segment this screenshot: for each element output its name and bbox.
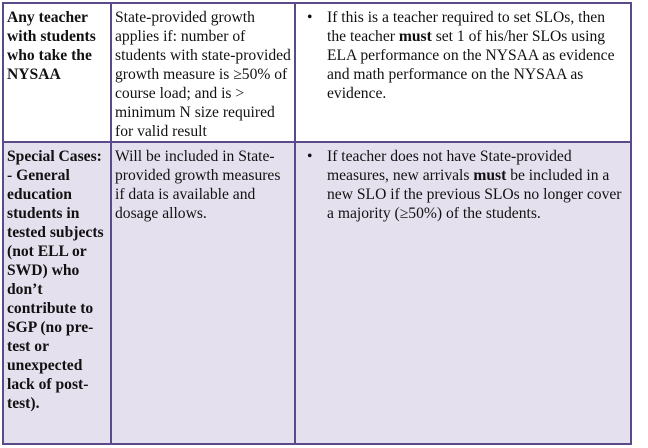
- note-text-pre: If teacher does not have State-provided measures, new arrivals: [327, 148, 572, 184]
- note-emphasis: must: [473, 167, 507, 184]
- bullet-icon: •: [307, 148, 313, 165]
- row-label: Special Cases: - General education students in tested subjects (not ELL or SWD) who don’t contribute to SGP (no pre-test or unexpected lack of post-test).: [7, 148, 104, 412]
- note-cell: [295, 142, 631, 444]
- row-label-cell: [3, 3, 111, 142]
- row-label: Any teacher with students who take the NYSAA: [7, 9, 96, 83]
- bullet-text: [327, 147, 627, 223]
- note-text-post: be included in a new SLO if the previous SLOs no longer cover a majority (≥50%) of the students.: [327, 167, 622, 222]
- table-row: [3, 3, 631, 142]
- condition-cell: [111, 3, 295, 142]
- condition-cell: [111, 142, 295, 444]
- note-cell: [295, 3, 631, 142]
- bullet-item: [299, 8, 627, 103]
- condition-text: Will be included in State-provided growth measures if data is available and dosage allows.: [115, 148, 281, 222]
- table-row: [3, 142, 631, 444]
- note-text-post: set 1 of his/her SLOs using ELA performance on the NYSAA as evidence and math performance on the NYSAA as evidence.: [327, 28, 615, 102]
- bullet-icon: •: [307, 9, 313, 26]
- note-text-pre: If this is a teacher required to set SLOs, then the teacher: [327, 9, 606, 45]
- bullet-item: [299, 147, 627, 223]
- note-emphasis: must: [398, 28, 432, 45]
- row-label-cell: [3, 142, 111, 444]
- slo-guidance-table: [2, 2, 632, 445]
- bullet-text: [327, 8, 627, 103]
- document-page: [2, 2, 632, 445]
- condition-text: State-provided growth applies if: number of students with state-provided growth measure is ≥50% of course load; and is > minimum N size required for valid result: [115, 9, 291, 140]
